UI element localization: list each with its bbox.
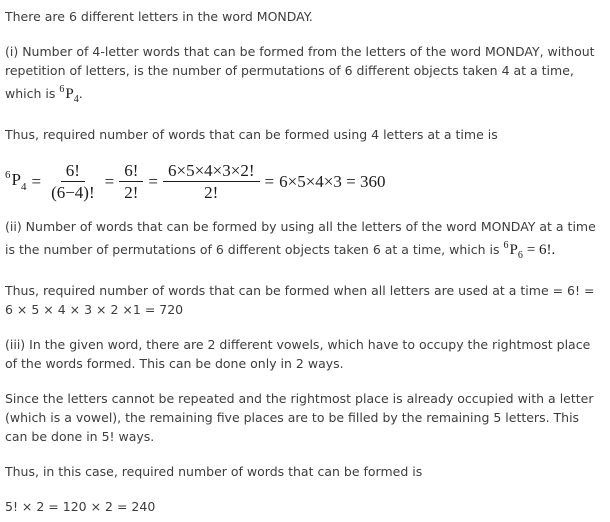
fraction-numerator: 6! [119, 160, 143, 182]
permutation-subscript: 6 [517, 250, 523, 261]
equals-sign-2: = [104, 172, 115, 191]
since-text: Since the letters cannot be repeated and the rightmost place is already occupied with a letter (which is a vowel), the remaining five places are to be filled by the remaining 5 letters. This can be done in 5! ways. [5, 391, 594, 444]
since-paragraph [5, 389, 598, 446]
final-result-line [5, 497, 598, 516]
part-iii-paragraph [5, 335, 598, 373]
permutation-subscript: 4 [20, 181, 27, 193]
formula-result: 6×5×4×3 = 360 [279, 172, 386, 191]
thus-all-letters-text: Thus, required number of words that can be formed when all letters are used at a time = 6! = 6 × 5 × 4 × 3 × 2 ×1 = 720 [5, 283, 595, 317]
fraction-numerator: 6! [61, 160, 85, 182]
final-result-text: 5! × 2 = 120 × 2 = 240 [5, 499, 156, 514]
equals-sign-3: = [148, 172, 158, 191]
permutation-symbol: P [11, 170, 21, 189]
permutation-symbol: P [509, 242, 518, 258]
permutation-6P4-formula [5, 166, 26, 197]
permutation-superscript: 6 [503, 240, 509, 251]
permutation-formula [5, 160, 598, 203]
permutation-6P4-inline [59, 84, 79, 105]
thus-all-letters-paragraph [5, 281, 598, 319]
fraction-denominator: 2! [124, 183, 139, 202]
equals-sign-4: = [264, 172, 275, 191]
fraction-numerator: 6×5×4×3×2! [163, 160, 260, 182]
fraction-expanded-over-2fact [163, 160, 260, 203]
fraction-denominator: (6−4)! [51, 183, 95, 202]
permutation-equals-6fact: = 6!. [526, 242, 556, 258]
permutation-6P6-inline [503, 240, 556, 261]
permutation-superscript: 6 [59, 84, 65, 95]
part-iii-text: (iii) In the given word, there are 2 different vowels, which have to occupy the rightmost place of the words formed. This can be done only in 2 ways. [5, 337, 591, 371]
permutation-symbol: P [65, 86, 74, 102]
thus-4-letter-paragraph [5, 125, 598, 144]
thus-case-text: Thus, in this case, required number of words that can be formed is [5, 464, 423, 479]
fraction-denominator: 2! [204, 183, 219, 202]
thus-4-letter-text: Thus, required number of words that can be formed using 4 letters at a time is [5, 127, 498, 142]
permutation-subscript: 4 [73, 94, 79, 105]
thus-case-paragraph [5, 462, 598, 481]
part-i-paragraph [5, 42, 598, 109]
part-ii-text: (ii) Number of words that can be formed by using all the letters of the word MONDAY at a time is the number of permutations of 6 different objects taken 6 at a time, which is [5, 219, 596, 257]
fraction-6fact-over-2fact [119, 160, 143, 203]
part-ii-paragraph [5, 217, 598, 265]
permutation-superscript: 6 [5, 169, 11, 181]
equals-sign-1: = [31, 172, 42, 191]
intro-paragraph [5, 7, 598, 26]
intro-text: There are 6 different letters in the word MONDAY. [5, 9, 313, 24]
fraction-6fact-over-6minus4fact [46, 160, 100, 203]
part-i-text: (i) Number of 4-letter words that can be formed from the letters of the word MONDAY, without repetition of letters, is the number of permutations of 6 different objects taken 4 at a time, which is [5, 44, 595, 101]
part-i-period: . [78, 86, 83, 101]
